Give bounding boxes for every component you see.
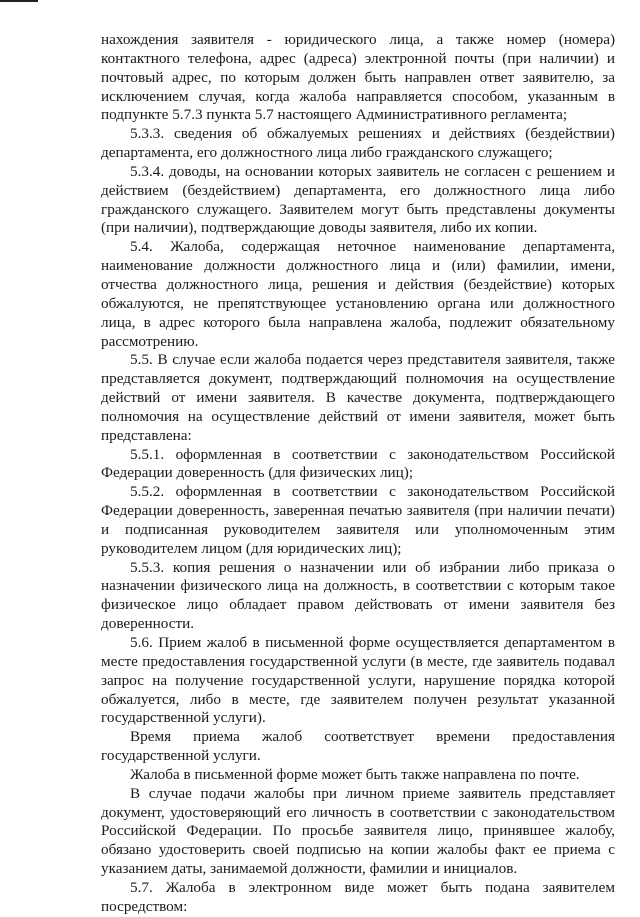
paragraph-by-mail: Жалоба в письменной форме может быть также направлена по почте. [130, 765, 580, 783]
paragraph-5-5-3: 5.5.3. копия решения о назначении или об избрании либо приказа о назначении физического лица на должность, в соответствии с которым такое физическое лицо обладает правом действовать от имени заявителя без доверенности. [101, 558, 615, 633]
paragraph-5-5: 5.5. В случае если жалоба подается через представителя заявителя, также представляется документ, подтверждающий полномочия на осуществление действий от имени заявителя. В качестве документа, подтверждающего полномочия на осуществление действий от имени заявителя, может быть представлена: [101, 351, 615, 444]
paragraph-5-5-2: 5.5.2. оформленная в соответствии с законодательством Российской Федерации доверенность, заверенная печатью заявителя (при наличии печати) и подписанная руководителем заявителя или уполномоченным этим руководителем лицом (для юридических лиц); [101, 483, 615, 557]
paragraph-personal-reception: В случае подачи жалобы при личном приеме заявитель представляет документ, удостоверяющий его личность в соответствии с законодательством Российской Федерации. По просьбе заявителя лицо, принявшее жалобу, обязано удостоверить своей подписью на копии жалобы факт ее приема с указанием даты, занимаемой должности, фамилии и инициалов. [101, 784, 615, 878]
scan-edge-mark [0, 0, 38, 2]
paragraph-5-3-4: 5.3.4. доводы, на основании которых заявитель не согласен с решением и действием (бездействием) департамента, его должностного лица либо гражданского служащего. Заявителем могут быть представлены документы (при наличии), подтверждающие доводы заявителя, либо их копии. [101, 162, 615, 237]
paragraph-5-5-1: 5.5.1. оформленная в соответствии с законодательством Российской Федерации доверенность (для физических лиц); [101, 445, 615, 482]
paragraph-reception-time: Время приема жалоб соответствует времени предоставления государственной услуги. [101, 728, 615, 765]
document-body [101, 31, 615, 917]
paragraph-5-6: 5.6. Прием жалоб в письменной форме осуществляется департаментом в месте предоставления государственной услуги (в месте, где заявитель подавал запрос на получение государственной услуги, нарушение порядка которой обжалуется, либо в месте, где заявителем получен результат указанной государственной услуги). [101, 634, 615, 727]
paragraph-5-7: 5.7. Жалоба в электронном виде может быть подана заявителем посредством: [101, 878, 615, 915]
paragraph-5-3-3: 5.3.3. сведения об обжалуемых решениях и действиях (бездействии) департамента, его должностного лица либо гражданского служащего; [101, 125, 615, 162]
paragraph-continuation: нахождения заявителя - юридического лица, а также номер (номера) контактного телефона, адрес (адреса) электронной почты (при наличии) и почтовый адрес, по которым должен быть направлен ответ заявителю, за исключением случая, когда жалоба направляется способом, указанным в подпункте 5.7.3 пункта 5.7 настоящего Административного регламента; [101, 31, 615, 124]
paragraph-5-4: 5.4. Жалоба, содержащая неточное наименование департамента, наименование должности должностного лица и (или) фамилии, имени, отчества должностного лица, решения и действия (бездействие) которых обжалуются, не препятствующее установлению органа или должностного лица, в адрес которого была направлена жалоба, подлежит обязательному рассмотрению. [101, 238, 615, 350]
